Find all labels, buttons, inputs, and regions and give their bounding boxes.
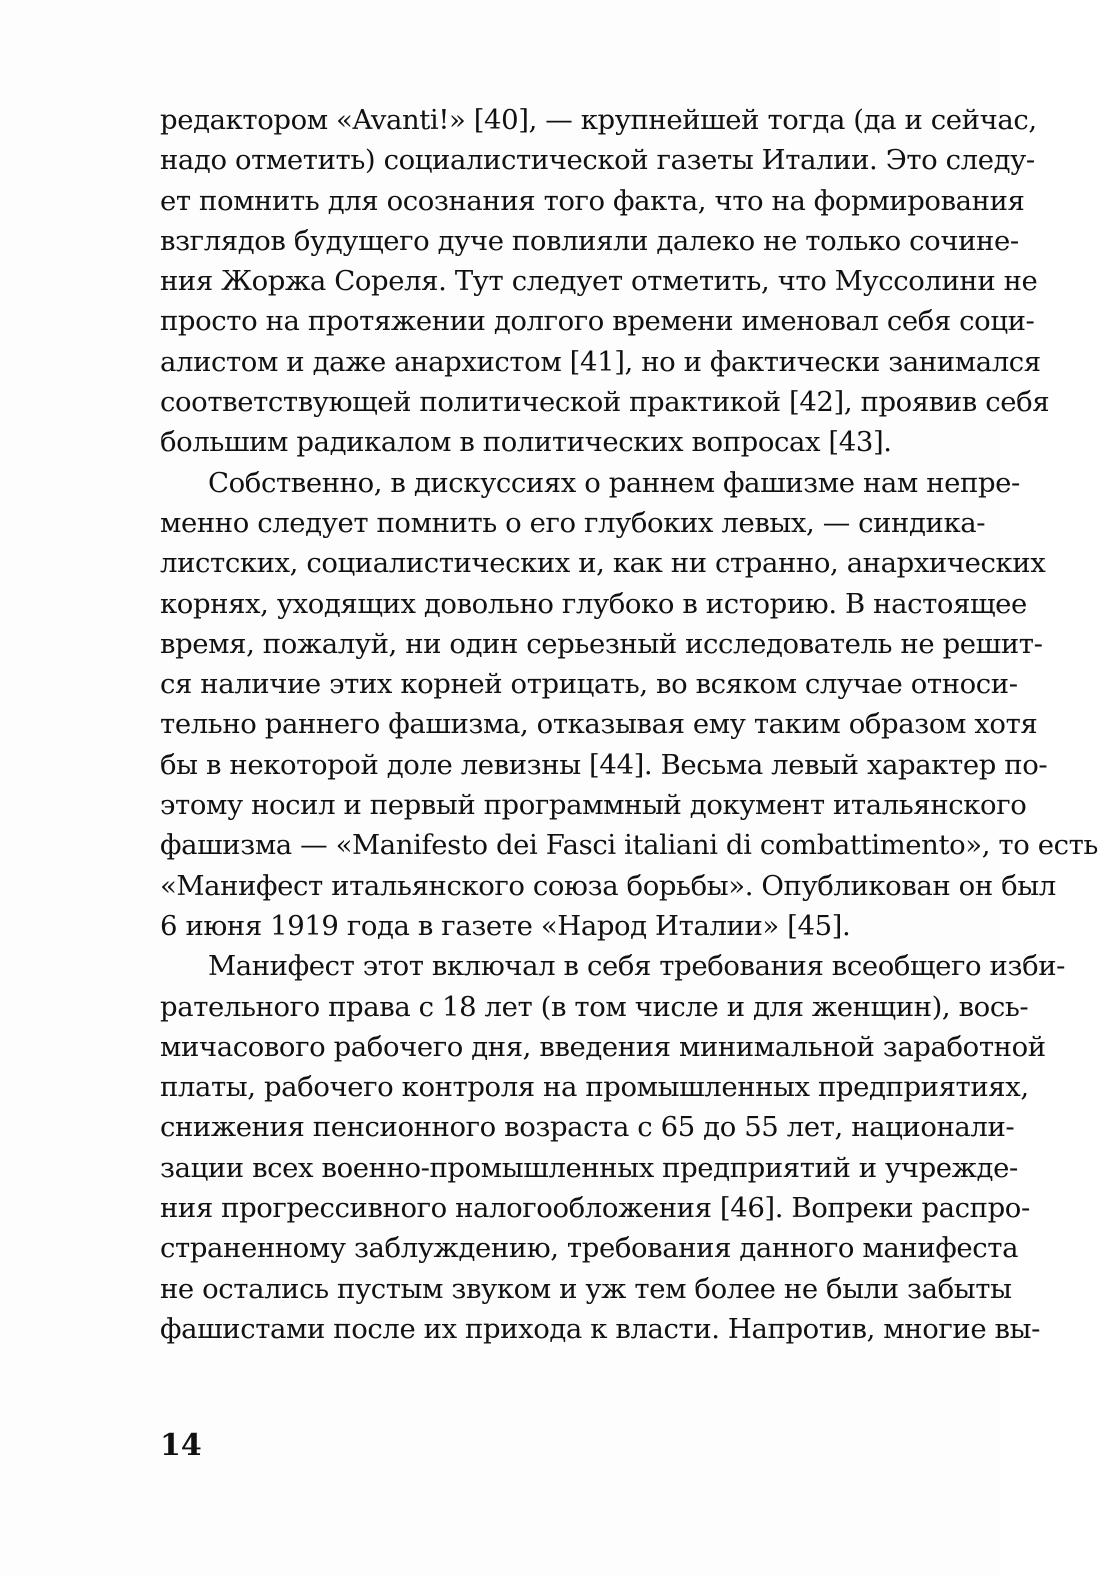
text-line: мичасового рабочего дня, введения минимальной заработной (160, 1030, 1046, 1063)
text-line: надо отметить) социалистической газеты Италии. Это следу- (160, 144, 1035, 177)
text-line: менно следует помнить о его глубоких левых, — синдика- (160, 506, 986, 539)
text-line: корнях, уходящих довольно глубоко в историю. В настоящее (160, 587, 1027, 620)
text-line: снижения пенсионного возраста с 65 до 55 лет, национали- (160, 1111, 1015, 1144)
text-line: просто на протяжении долгого времени именовал себя соци- (160, 305, 1035, 338)
text-line: не остались пустым звуком и уж тем более не были забыты (160, 1272, 1012, 1305)
text-line: 6 июня 1919 года в газете «Народ Италии» [45]. (160, 909, 851, 942)
text-line: время, пожалуй, ни один серьезный исследователь не решит- (160, 627, 1043, 660)
text-line: листских, социалистических и, как ни странно, анархических (160, 547, 1046, 580)
text-line: «Манифест итальянского союза борьбы». Опубликован он был (160, 869, 1056, 902)
text-line: рательного права с 18 лет (в том числе и для женщин), вось- (160, 990, 1029, 1023)
text-line: фашистами после их прихода к власти. Напротив, многие вы- (160, 1312, 1041, 1345)
body-text (160, 100, 1098, 1349)
text-line: взглядов будущего дуче повлияли далеко не только сочине- (160, 224, 1019, 257)
text-line: тельно раннего фашизма, отказывая ему таким образом хотя (160, 708, 1038, 741)
text-line: Манифест этот включал в себя требования всеобщего изби- (208, 950, 1066, 983)
text-line: страненному заблуждению, требования данного манифеста (160, 1232, 1019, 1265)
text-line: этому носил и первый программный документ итальянского (160, 789, 1027, 822)
text-line: алистом и даже анархистом [41], но и фактически занимался (160, 345, 1041, 378)
text-line: большим радикалом в политических вопросах [43]. (160, 426, 892, 459)
page-number: 14 (160, 1428, 202, 1463)
text-line: платы, рабочего контроля на промышленных предприятиях, (160, 1071, 1029, 1104)
text-line: соответствующей политической практикой [42], проявив себя (160, 386, 1050, 419)
text-line: фашизма — «Manifesto dei Fasci italiani di combattimento», то есть (160, 829, 1098, 862)
text-line: ет помнить для осознания того факта, что на формирования (160, 184, 1025, 217)
text-line: бы в некоторой доле левизны [44]. Весьма левый характер по- (160, 748, 1048, 781)
text-line: зации всех военно-промышленных предприятий и учрежде- (160, 1151, 1018, 1184)
text-line: ся наличие этих корней отрицать, во всяком случае относи- (160, 668, 1018, 701)
text-line: ния прогрессивного налогообложения [46]. Вопреки распро- (160, 1192, 1030, 1225)
text-line: редактором «Avanti!» [40], — крупнейшей тогда (да и сейчас, (160, 104, 1037, 136)
text-line: Собственно, в дискуссиях о раннем фашизме нам непре- (208, 466, 1020, 499)
text-line: ния Жоржа Сореля. Тут следует отметить, что Муссолини не (160, 265, 1038, 298)
